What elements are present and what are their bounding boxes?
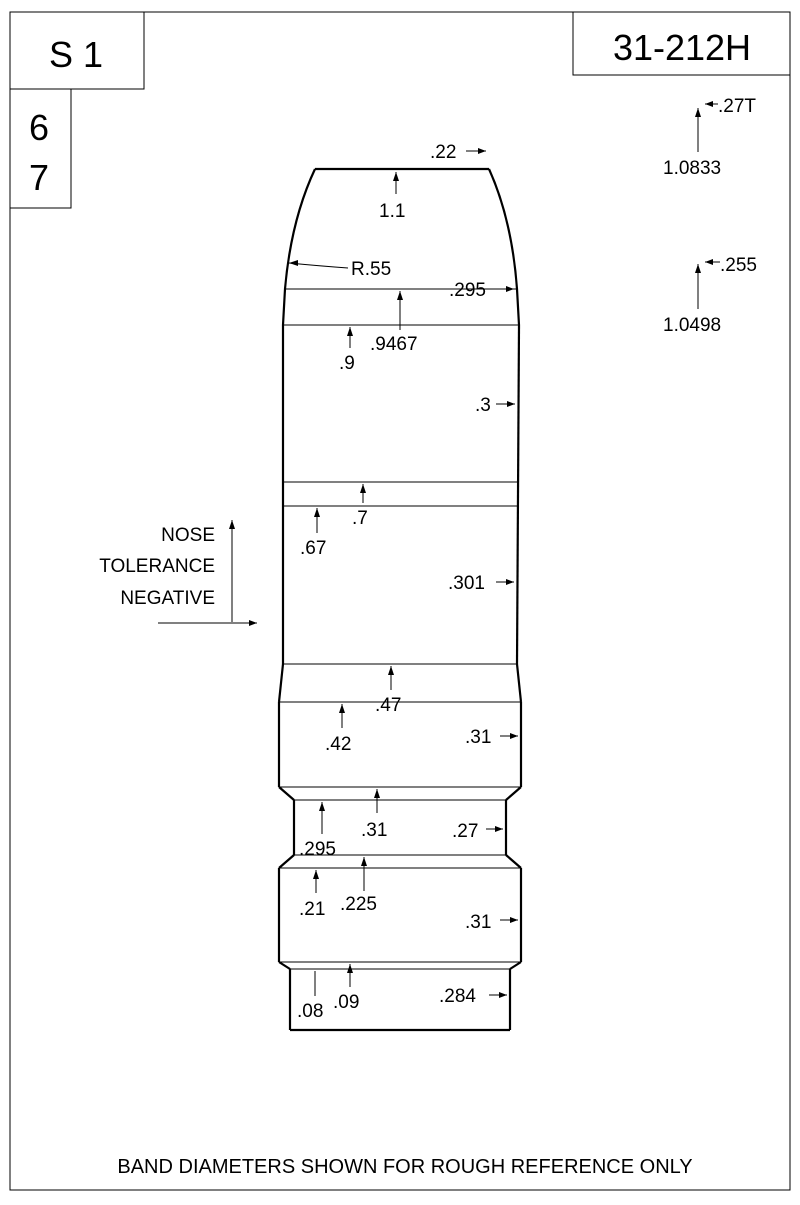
note-upper-base: 1.0833 — [663, 158, 722, 179]
dim-band4-start: .21 — [299, 899, 326, 920]
dim-band1-position: .9 — [339, 353, 355, 374]
dim-band4-position: .225 — [340, 894, 377, 915]
dim-bore-position: .9467 — [370, 334, 418, 355]
note-upper-value: .27T — [718, 96, 757, 117]
band-lines — [279, 289, 521, 969]
dim-groove-position: .31 — [361, 820, 388, 841]
cavity-number-2: 7 — [28, 157, 50, 198]
dim-groove-dia: .27 — [452, 821, 479, 842]
dim-ogive-radius: R.55 — [351, 259, 392, 280]
footer-note: BAND DIAMETERS SHOWN FOR ROUGH REFERENCE ONLY — [117, 1156, 693, 1178]
dim-band3-dia: .31 — [465, 727, 492, 748]
part-number: 31-212H — [612, 27, 752, 68]
dim-heel-dia: .284 — [439, 986, 476, 1007]
dim-nose-tip-dia: .22 — [430, 142, 457, 163]
station-label: S 1 — [48, 34, 104, 75]
nose-note-line-1: NOSE — [161, 525, 215, 546]
note-lower-base: 1.0498 — [663, 315, 722, 336]
dim-bore-dia: .295 — [449, 280, 486, 301]
dim-band4-dia: .31 — [465, 912, 492, 933]
dim-groove-start: .295 — [299, 839, 336, 860]
dim-heel-position: .09 — [333, 992, 360, 1013]
cavity-number-1: 6 — [28, 107, 50, 148]
dim-band1-dia: .3 — [475, 395, 491, 416]
nose-note-line-2: TOLERANCE — [99, 556, 215, 577]
dim-band2-start: .67 — [300, 538, 327, 559]
dim-band3-start: .42 — [325, 734, 352, 755]
dim-band2-dia: .301 — [448, 573, 485, 594]
dim-band3-position: .47 — [375, 695, 402, 716]
side-notes — [663, 96, 757, 336]
dim-band2-position: .7 — [352, 508, 368, 529]
dim-nose-length: 1.1 — [379, 201, 406, 222]
note-lower-value: .255 — [720, 255, 757, 276]
nose-tolerance-note — [99, 520, 257, 626]
nose-note-line-3: NEGATIVE — [120, 588, 215, 609]
dim-heel-start: .08 — [297, 1001, 324, 1022]
